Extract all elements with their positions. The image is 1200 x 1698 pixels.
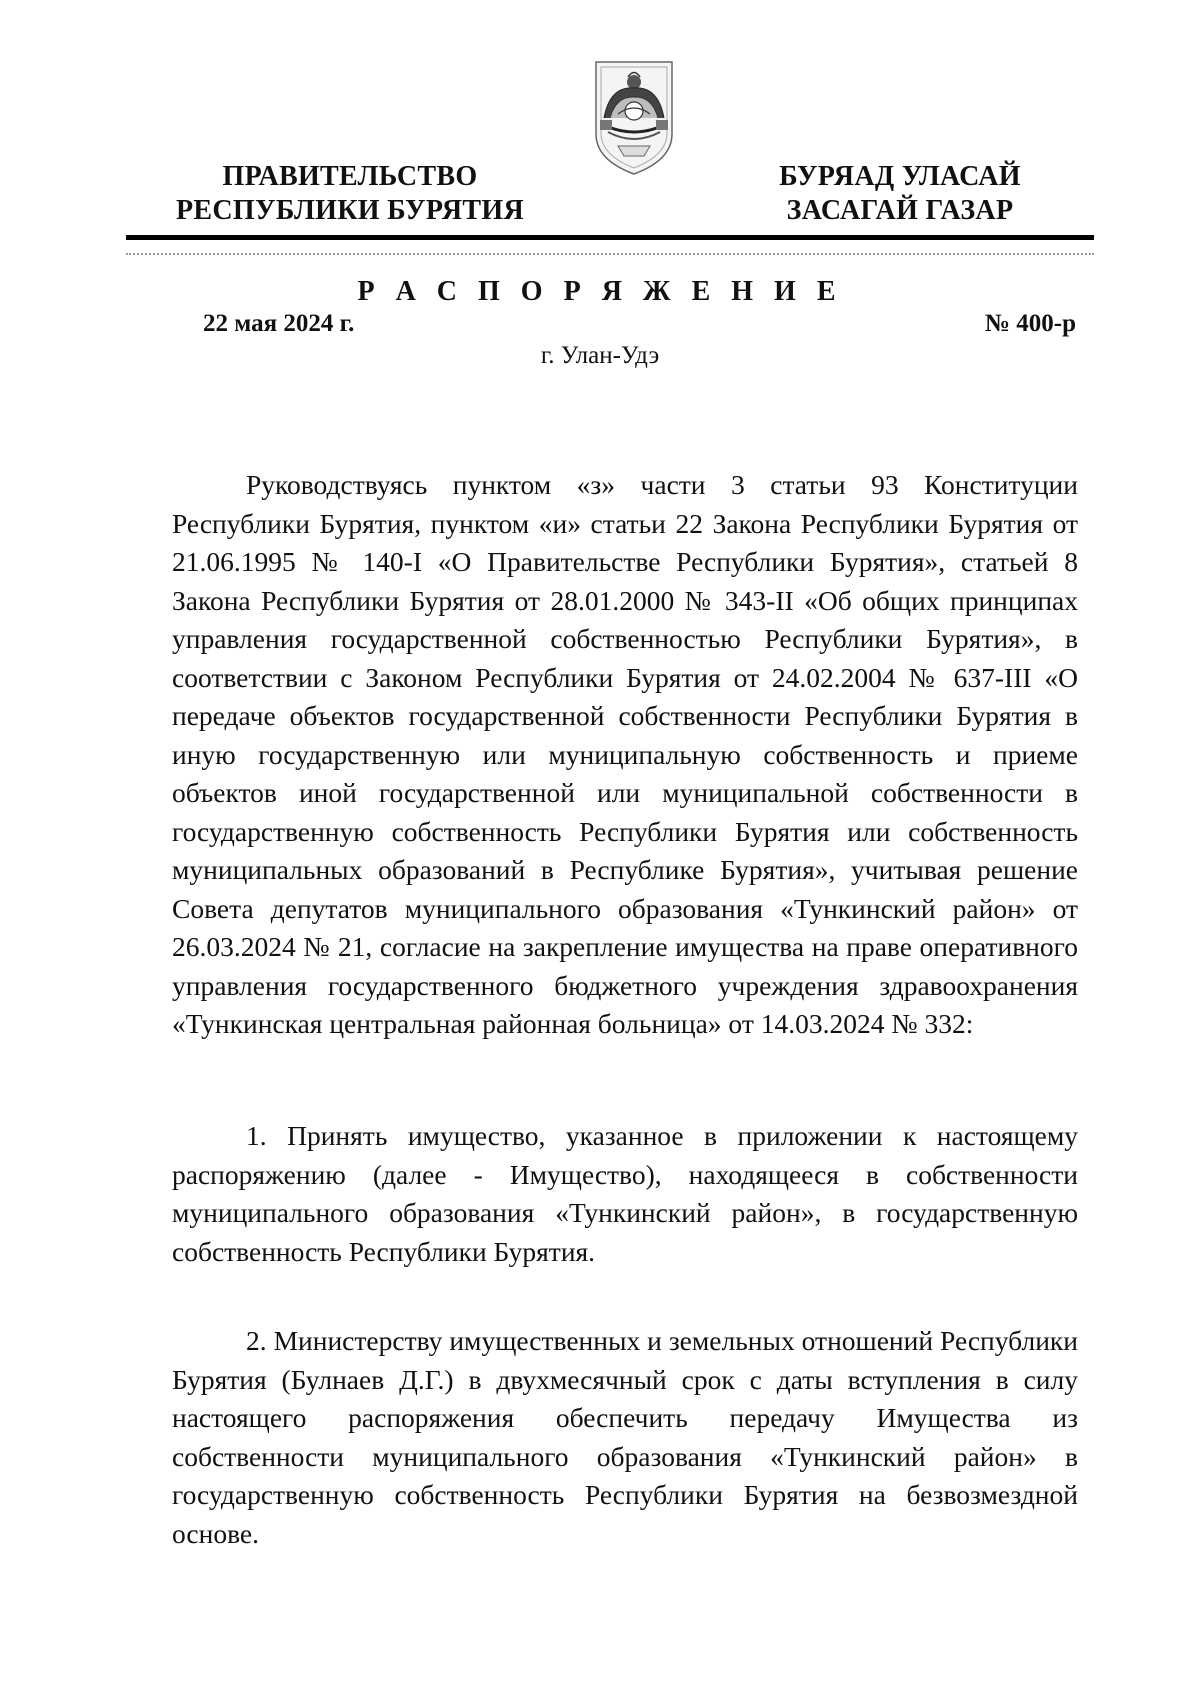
header-divider-thick — [126, 235, 1094, 240]
document-number: № 400-р — [984, 310, 1076, 337]
government-name-buryat-line2: ЗАСАГАЙ ГАЗАР — [786, 195, 1014, 226]
document-type: Р А С П О Р Я Ж Е Н И Е — [357, 276, 843, 307]
government-name-buryat-line1: БУРЯАД УЛАСАЙ — [779, 161, 1021, 192]
document-date: 22 мая 2024 г. — [203, 310, 355, 337]
preamble-paragraph: Руководствуясь пунктом «з» части 3 статьи 93 Конституции Республики Бурятия, пунктом «и» статьи 22 Закона Республики Бурятия от 21.06.1995 № 140-I «О Правительстве Республики Бурятия», статьей 8 Закона Республики Бурятия от 28.01.2000 № 343-II «Об общих принципах управления государственной собственностью Республики Бурятия», в соответствии с Законом Республики Бурятия от 24.02.2004 № 637-III «О передаче объектов государственной собственности Республики Бурятия в иную государственную или муниципальную собственность и приеме объектов иной государственной или муниципальной собственности в государственную собственность Республики Бурятия или собственность муниципальных образований в Республике Бурятия», учитывая решение Совета депутатов муниципального образования «Тункинский район» от 26.03.2024 № 21, согласие на закрепление имущества на праве оперативного управления государственного бюджетного учреждения здравоохранения «Тункинская центральная районная больница» от 14.03.2024 № 332: — [172, 469, 1078, 1039]
header-divider-dotted — [126, 253, 1094, 255]
government-name-russian — [150, 160, 550, 228]
government-name-line2: РЕСПУБЛИКИ БУРЯТИЯ — [176, 195, 524, 226]
government-name-line1: ПРАВИТЕЛЬСТВО — [222, 161, 478, 192]
coat-of-arms-icon — [588, 56, 680, 178]
item-2-paragraph: 2. Министерству имущественных и земельных отношений Республики Бурятия (Булнаев Д.Г.) в двухмесячный срок с даты вступления в силу настоящего распоряжения обеспечить передачу Имущества из собственности муниципального образования «Тункинский район» в государственную собственность Республики Бурятия на безвозмездной основе. — [172, 1325, 1078, 1549]
government-name-buryat — [735, 160, 1065, 228]
item-1-paragraph: 1. Принять имущество, указанное в приложении к настоящему распоряжению (далее - Имущество), находящееся в собственности муниципального образования «Тункинский район», в государственную собственность Республики Бурятия. — [172, 1120, 1078, 1267]
document-city: г. Улан-Удэ — [540, 342, 660, 369]
